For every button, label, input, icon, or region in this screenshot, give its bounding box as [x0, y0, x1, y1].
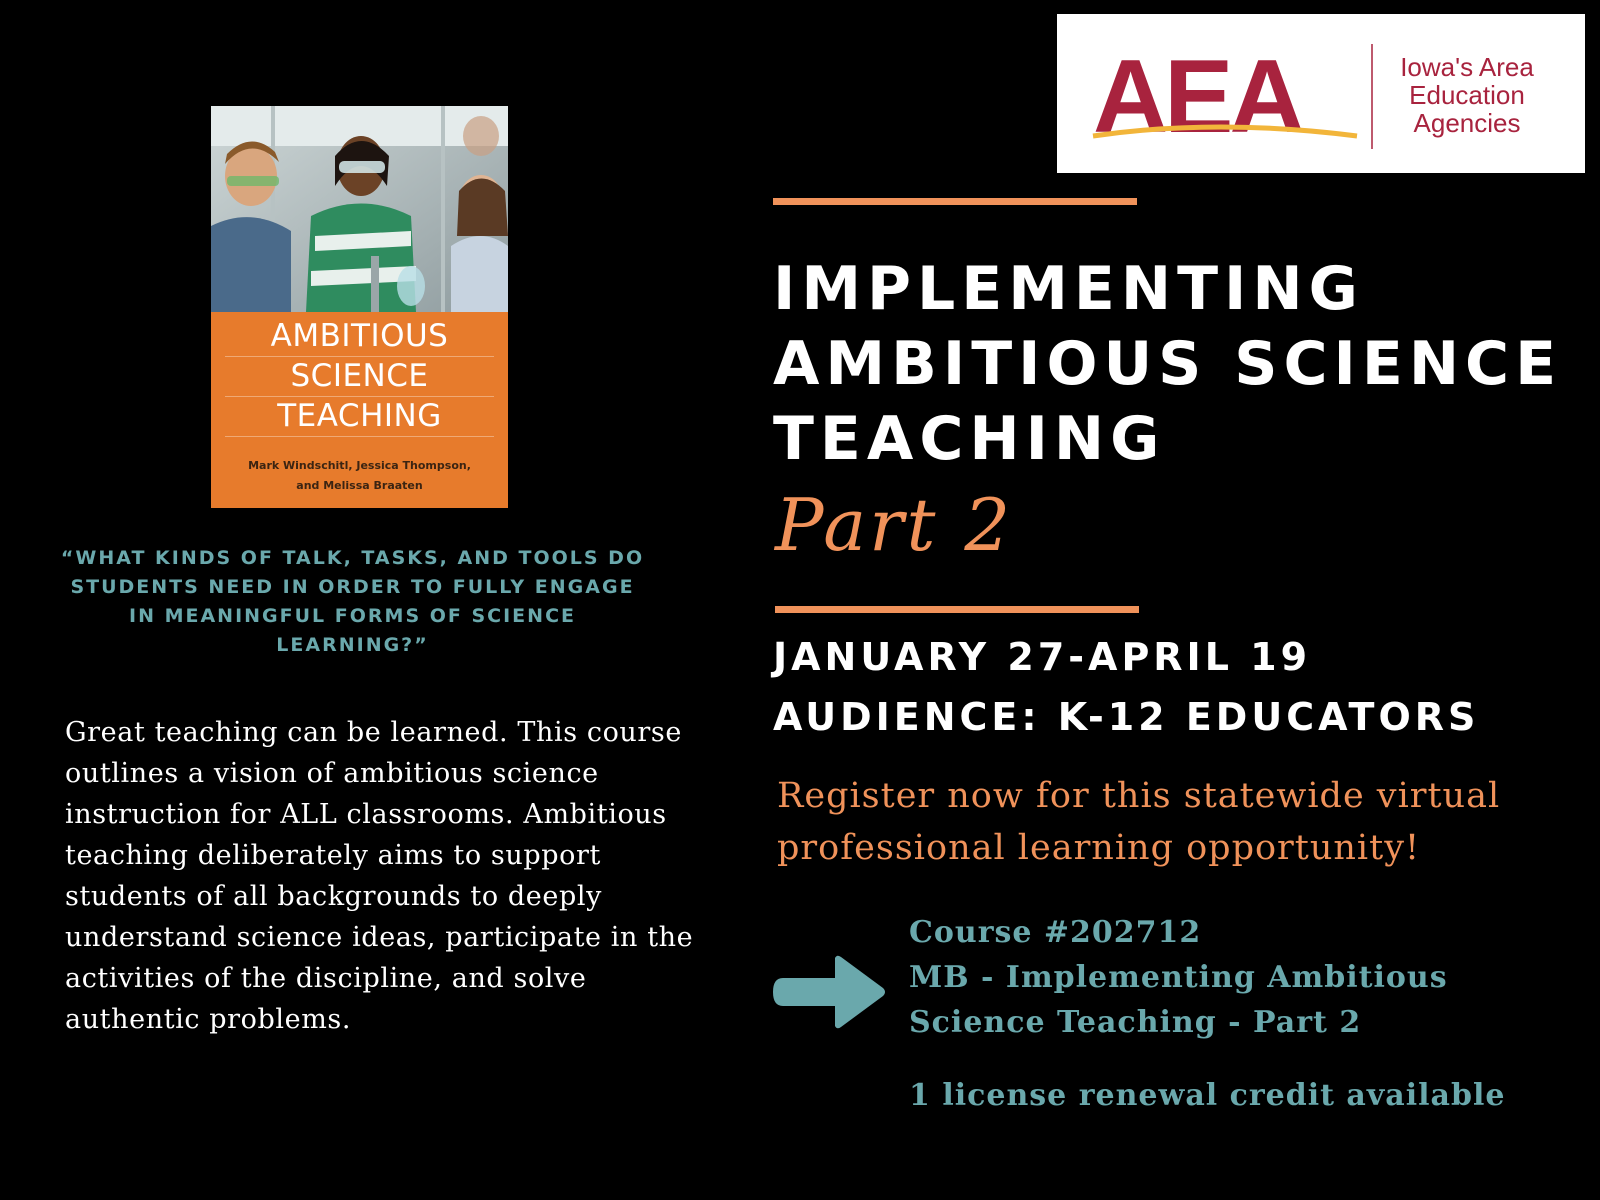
book-authors-line-2: and Melissa Braaten [296, 479, 423, 492]
course-audience: AUDIENCE: K-12 EDUCATORS [773, 695, 1480, 739]
part-subtitle: Part 2 [775, 483, 1014, 567]
quote: “WHAT KINDS OF TALK, TASKS, AND TOOLS DO STUDENTS NEED IN ORDER TO FULLY ENGAGE IN MEANINGFUL FORMS OF SCIENCE LEARNING?” [60, 547, 645, 656]
book-title-line-1: AMBITIOUS [270, 318, 449, 354]
course-info [909, 910, 1589, 1045]
divider-top [773, 198, 1137, 205]
page-title-line-3: TEACHING [773, 404, 1166, 474]
book-rule [225, 396, 494, 397]
book-title-line-3: TEACHING [277, 398, 442, 434]
register-callout: Register now for this statewide virtual professional learning opportunity! [777, 776, 1501, 868]
arrow-right-icon [773, 952, 888, 1032]
book-cover [211, 106, 508, 508]
aea-logo-mark: AEA [1093, 39, 1301, 155]
book-title [211, 312, 508, 436]
course-number: Course #202712 [909, 915, 1202, 950]
page-title-line-2: AMBITIOUS SCIENCE [773, 329, 1563, 399]
course-name-line-1: MB - Implementing Ambitious [909, 960, 1448, 995]
book-title-line-2: SCIENCE [290, 358, 429, 394]
aea-logo [1057, 14, 1585, 173]
page-title-line-1: IMPLEMENTING [773, 254, 1364, 324]
course-name-line-2: Science Teaching - Part 2 [909, 1005, 1362, 1040]
aea-logo-tagline-line-1: Iowa's Area [1400, 52, 1534, 82]
aea-logo-graphic [1057, 14, 1585, 173]
book-rule [225, 436, 494, 437]
course-description: Great teaching can be learned. This course outlines a vision of ambitious science instruction for ALL classrooms. Ambitious teaching deliberately aims to support students of all backgrounds to deeply understand science ideas, participate in the activities of the discipline, and solve authentic problems. [65, 717, 694, 1035]
course-dates: JANUARY 27-APRIL 19 [773, 635, 1312, 679]
credit-info: 1 license renewal credit available [909, 1078, 1506, 1113]
aea-logo-tagline-line-2: Education [1409, 80, 1525, 110]
book-rule [225, 356, 494, 357]
divider-middle [775, 606, 1139, 613]
book-authors-line-1: Mark Windschitl, Jessica Thompson, [248, 459, 471, 472]
aea-logo-tagline-line-3: Agencies [1413, 108, 1521, 138]
book-authors [211, 456, 508, 496]
classroom-photo [211, 106, 508, 312]
page-title [773, 252, 1583, 477]
